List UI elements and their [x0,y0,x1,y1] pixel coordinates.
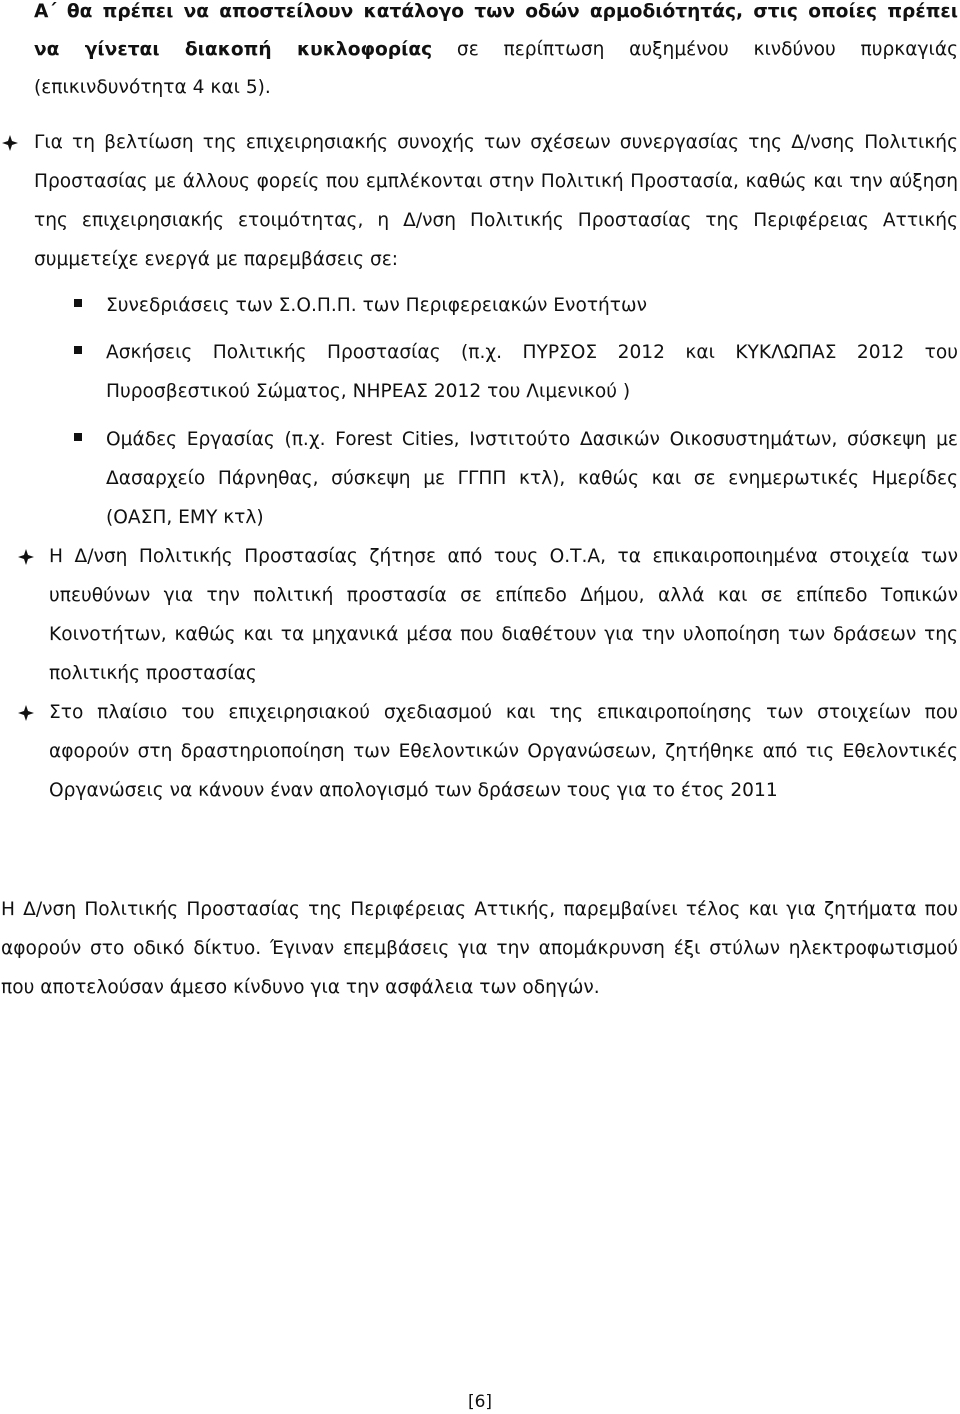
bullet2-line-3: Κοινοτήτων, καθώς και τα μηχανικά μέσα που διαθέτουν για την υλοποίηση των δράσεων της [49,624,958,645]
subitem-3-line-3: (ΟΑΣΠ, ΕΜΥ κτλ) [106,507,264,528]
bullet2-line-4: πολιτικής προστασίας [49,663,257,684]
bullet1-line-3: της επιχειρησιακής ετοιμότητας, η Δ/νση Πολιτικής Προστασίας της Περιφέρειας Αττικής [34,210,958,231]
bullet1-line-2: Προστασίας με άλλους φορείς που εμπλέκονται στην Πολιτική Προστασία, καθώς και την αύξηση [34,171,958,192]
bullet2-line-1: Η Δ/νση Πολιτικής Προστασίας ζήτησε από τους Ο.Τ.Α, τα επικαιροποιημένα στοιχεία των [49,546,958,567]
intro-line-2-bold: να γίνεται διακοπή κυκλοφορίας [34,39,433,60]
square-bullet-icon [74,299,82,307]
diamond-bullet-icon [18,705,34,721]
page-number: [6] [467,1392,493,1412]
closing-line-2: αφορούν στο οδικό δίκτυο. Έγιναν επεμβάσεις για την απομάκρυνση έξι στύλων ηλεκτροφωτισμού [1,938,958,959]
diamond-bullet-icon [2,135,18,151]
intro-line-2 [34,38,958,62]
bullet1-line-4: συμμετείχε ενεργά με παρεμβάσεις σε: [34,249,399,270]
closing-line-1: Η Δ/νση Πολιτικής Προστασίας της Περιφέρειας Αττικής, παρεμβαίνει τέλος και για ζητήματα που [1,899,958,920]
intro-line-2-rest: σε περίπτωση αυξημένου κινδύνου πυρκαγιάς [432,39,958,60]
subitem-3-line-2: Δασαρχείο Πάρνηθας, σύσκεψη με ΓΓΠΠ κτλ), καθώς και σε ενημερωτικές Ημερίδες [106,468,958,489]
closing-line-3: που αποτελούσαν άμεσο κίνδυνο για την ασφάλεια των οδηγών. [1,977,600,998]
intro-line-1: Α΄ θα πρέπει να αποστείλουν κατάλογο των οδών αρμοδιότητάς, στις οποίες πρέπει [34,1,958,22]
square-bullet-icon [74,433,82,441]
bullet3-line-2: αφορούν στη δραστηριοποίηση των Εθελοντικών Οργανώσεων, ζητήθηκε από τις Εθελοντικές [49,741,958,762]
subitem-2-line-1: Ασκήσεις Πολιτικής Προστασίας (π.χ. ΠΥΡΣΟΣ 2012 και ΚΥΚΛΩΠΑΣ 2012 του [106,342,958,363]
subitem-1-line-1: Συνεδριάσεις των Σ.Ο.Π.Π. των Περιφερειακών Ενοτήτων [106,295,647,316]
bullet3-line-1: Στο πλαίσιο του επιχειρησιακού σχεδιασμού και της επικαιροποίησης των στοιχείων που [49,702,958,723]
bullet1-line-1: Για τη βελτίωση της επιχειρησιακής συνοχής των σχέσεων συνεργασίας της Δ/νσης Πολιτικής [34,132,958,153]
diamond-bullet-icon [18,549,34,565]
subitem-3-line-1: Ομάδες Εργασίας (π.χ. Forest Cities, Ινστιτούτο Δασικών Οικοσυστημάτων, σύσκεψη με [106,429,958,450]
intro-line-3: (επικινδυνότητα 4 και 5). [34,77,271,98]
square-bullet-icon [74,346,82,354]
subitem-2-line-2: Πυροσβεστικού Σώματος, ΝΗΡΕΑΣ 2012 του Λιμενικού ) [106,381,631,402]
bullet2-line-2: υπευθύνων για την πολιτική προστασία σε επίπεδο Δήμου, αλλά και σε επίπεδο Τοπικών [49,585,958,606]
bullet3-line-3: Οργανώσεις να κάνουν έναν απολογισμό των δράσεων τους για το έτος 2011 [49,780,778,801]
